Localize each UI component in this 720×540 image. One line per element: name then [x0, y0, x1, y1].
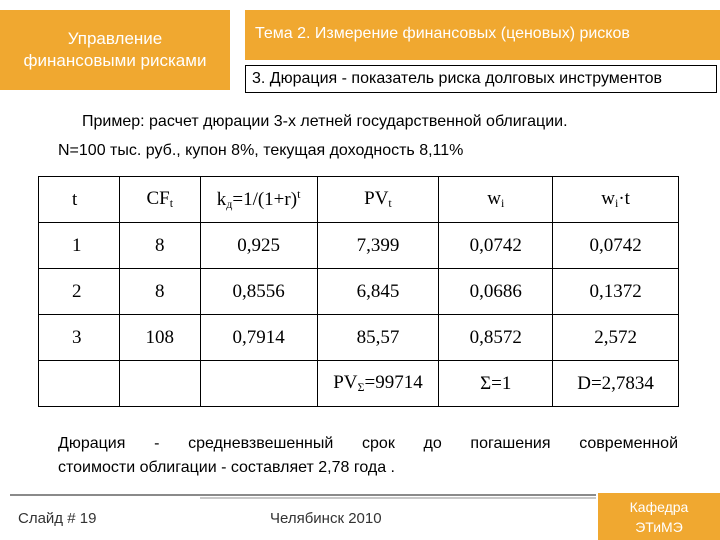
table-cell: 0,8572	[439, 315, 553, 361]
header-t: t	[39, 177, 120, 223]
duration-result: D=2,7834	[553, 361, 679, 407]
table-cell: 85,57	[317, 315, 439, 361]
table-row	[39, 223, 679, 269]
table-cell: 0,0686	[439, 269, 553, 315]
course-title-line2: финансовыми рисками	[23, 51, 207, 70]
course-title-line1: Управление	[67, 29, 163, 48]
duration-table	[38, 176, 679, 407]
table-row	[39, 315, 679, 361]
table-row	[39, 269, 679, 315]
table-cell: 0,925	[200, 223, 317, 269]
table-cell: 3	[39, 315, 120, 361]
table-cell: 108	[119, 315, 200, 361]
total-weights: Σ=1	[439, 361, 553, 407]
table-cell-empty	[200, 361, 317, 407]
table-cell: 8	[119, 269, 200, 315]
conclusion-text	[58, 432, 678, 480]
table-cell: 6,845	[317, 269, 439, 315]
total-pv: $PV_\Sigma=99714$	[317, 361, 439, 407]
header-cf: $CF_t$	[119, 177, 200, 223]
department-badge	[598, 493, 720, 540]
footer-city-year: Челябинск 2010	[270, 510, 382, 527]
table-cell: 2	[39, 269, 120, 315]
table-cell: 0,1372	[553, 269, 679, 315]
table-cell: 0,7914	[200, 315, 317, 361]
header-pv: $PV_t$	[317, 177, 439, 223]
header-discount-factor: $k_д=1/(1+r)^t$	[200, 177, 317, 223]
header-weight: $w_i$	[439, 177, 553, 223]
table-cell-empty	[39, 361, 120, 407]
table-cell-empty	[119, 361, 200, 407]
table-cell: 0,8556	[200, 269, 317, 315]
table-cell: 7,399	[317, 223, 439, 269]
course-title-banner	[0, 10, 230, 90]
footer-divider	[10, 494, 596, 496]
footer-divider-accent	[200, 497, 596, 499]
department-line2: ЭТиМЭ	[635, 519, 683, 535]
conclusion-line1: Дюрация - средневзвешенный срок до погашения современной	[58, 435, 678, 452]
table-totals-row	[39, 361, 679, 407]
subtopic-title: 3. Дюрация - показатель риска долговых инструментов	[245, 65, 717, 93]
table-cell: 2,572	[553, 315, 679, 361]
bond-parameters: N=100 тыс. руб., купон 8%, текущая доходность 8,11%	[58, 142, 464, 159]
header-weighted-time: $w_i\cdot t$	[553, 177, 679, 223]
department-line1: Кафедра	[629, 499, 689, 515]
table-cell: 8	[119, 223, 200, 269]
table-cell: 1	[39, 223, 120, 269]
example-heading: Пример: расчет дюрации 3-х летней государственной облигации.	[82, 113, 568, 130]
table-cell: 0,0742	[439, 223, 553, 269]
table-cell: 0,0742	[553, 223, 679, 269]
conclusion-line2: стоимости облигации - составляет 2,78 года .	[58, 459, 395, 476]
table-header-row	[39, 177, 679, 223]
topic-banner: Тема 2. Измерение финансовых (ценовых) рисков	[245, 10, 720, 60]
slide-number: Слайд # 19	[18, 510, 97, 527]
